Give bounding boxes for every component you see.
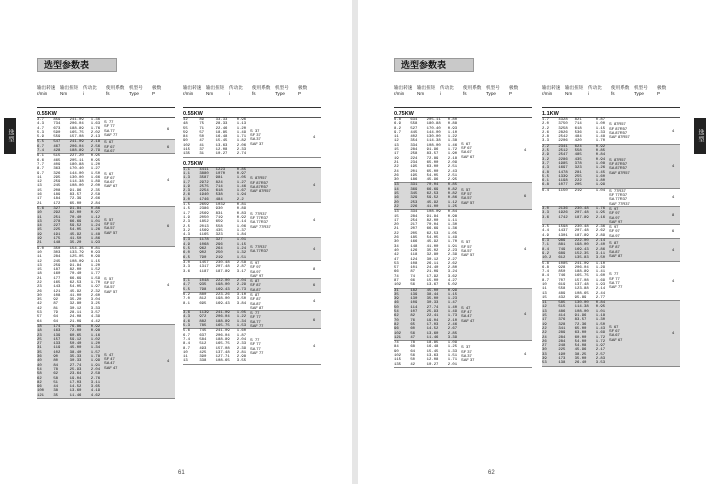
model-type: S 57 SF 57 SA 57 SAF 57 — [461, 186, 475, 205]
column-header-cell: 极数 P — [152, 85, 162, 96]
row-values: 2.2 2341 624 0.92 2.5 2512 558 0.85 2.9 2547 485 0.84 3.2 2286 435 0.94 3.7 1985 378 1.08 4.3 1697 323 1.26 4.8 1478 281 1.45 5.5 1339 255 1.60 6.1 1198 222 1.80 6.8 1077 205 1.99 — [542, 144, 606, 188]
pole-count: 6 — [167, 223, 170, 229]
row-values: 31 182 45.00 0.99 35 139 38.44 1.15 39 130 35.00 1.23 46 109 30.33 1.47 50 114 27.74 1.40 54 107 25.93 1.49 62 82 22.41 1.73 70 76 19.04 2.10 82 65 17.03 2.46 96 60 14.52 2.67 102 56 13.60 2.85 121 47 11.46 3.39 — [394, 288, 458, 340]
pole-count: 6 — [524, 193, 527, 199]
pole-count: 4 — [167, 358, 170, 364]
column-header-cell: 极数 P — [657, 85, 667, 96]
pole-count: 4 — [167, 282, 170, 288]
table-row-group — [394, 210, 532, 288]
model-type: S 87 SF 87 SA 87 SAF 87 — [609, 240, 623, 259]
column-header-cell: 使用系数 fs — [252, 85, 271, 96]
power-section — [183, 111, 321, 158]
model-type: S 87R57 SF 87R57 SA 87R57 SAF 87R57 — [609, 121, 630, 140]
column-header-cell: 使用系数 fs — [611, 85, 630, 96]
pole-count: 4 — [672, 277, 675, 283]
row-values: 13 334 108.09 0.84 15 284 91.84 0.98 17 254 82.00 1.11 20 217 70.04 1.30 21 207 66.69 1.36 22 205 62.53 1.05 26 185 54.05 1.49 30 166 45.92 1.70 34 148 41.00 1.91 40 126 35.02 2.23 42 118 32.80 2.39 47 124 30.12 2.27 53 108 26.11 2.62 57 101 24.40 2.80 66 87 21.09 3.24 74 74 17.92 3.62 87 66 15.00 4.27 102 56 13.67 5.02 — [394, 210, 458, 288]
row-values: 5.8 1085 241.09 1.10 6.8 928 206.04 1.29 7.4 850 188.89 1.41 8.4 746 165.75 1.60 8.7 707 157.08 1.69 10 619 137.48 1.93 11 558 123.88 2.14 13 489 108.65 2.44 15 432 95.89 2.77 — [542, 261, 606, 300]
model-type: S 37 SF 37 SA 37 SAF 37 — [250, 127, 264, 146]
table-column — [394, 82, 532, 368]
model-type: S 77R37 SF 77R37 SA 77R37 SAF 77R37 — [250, 210, 271, 229]
model-type: S 47 SF 47 SA 47 SAF 47 — [461, 304, 475, 323]
column-header — [542, 82, 680, 108]
pole-count: 6 — [167, 125, 170, 131]
model-type: S 67 SF 67 SA 67 — [104, 139, 115, 154]
row-values: 3.0 2136 230.48 1.76 3.3 1926 207.48 1.95 3.6 1742 187.89 2.16 — [542, 206, 606, 220]
row-values: 1.1 4411 1223 0.85 1.1 3880 1070 0.97 1.3 3587 981 1.05 1.7 2972 824 1.27 1.9 2575 714 1.46 2.3 2254 618 1.67 2.6 1940 538 1.94 3.0 1746 484 2.2 — [183, 167, 247, 202]
row-values: 5.5 547 241.09 2.18 6.7 467 206.04 2.56 7.4 428 188.89 2.79 — [37, 140, 101, 154]
table-row-group — [542, 239, 680, 261]
page-number: 61 — [178, 470, 185, 476]
table-row-group — [37, 325, 175, 399]
pole-count: 4 — [524, 245, 527, 251]
model-type: S 67 SF 67 SA 67 SAF 67 — [609, 323, 623, 342]
row-values: 1.7 4328 821 0.87 2.0 3750 714 1.00 2.2 3258 618 1.15 2.6 2826 536 1.33 2.8 2542 484 1.48 3.3 2206 420 1.70 — [542, 118, 606, 144]
pole-count: 4 — [524, 350, 527, 356]
table-row-group — [183, 329, 321, 364]
column-header-cell: 输出转速 r/min — [394, 85, 413, 96]
column-header-cell: 输出转速 r/min — [183, 85, 202, 96]
left-page — [0, 0, 352, 484]
column-header — [183, 82, 321, 108]
pole-count: 4 — [313, 181, 316, 187]
row-values: 42 89 33.33 0.96 48 75 28.33 1.13 55 71 22.46 1.20 59 57 18.85 1.49 84 50 16.48 1.71 90 47 15.45 1.82 102 41 13.63 2.06 115 37 12.08 2.33 135 31 10.27 2.74 — [183, 118, 247, 157]
row-values: 6.8 634 205.11 0.80 6.9 558 180.88 0.88 8.2 527 170.40 0.93 9.7 445 144.00 1.10 11 402 130.00 1.22 12 354 114.38 1.38 13 334 108.00 1.46 15 284 91.96 1.72 17 258 83.57 1.90 19 224 72.89 2.18 21 234 65.00 2.09 22 195 63.00 2.51 24 201 65.00 2.43 26 195 54.05 2.51 30 186 45.96 2.95 — [394, 118, 458, 183]
pole-count: 4 — [672, 163, 675, 169]
model-type: S 87R57 SF 87R57 SA 87R57 SAF 87R57 — [609, 156, 630, 175]
power-section — [394, 111, 532, 368]
table-row-group — [183, 118, 321, 158]
table-row-group — [37, 247, 175, 325]
table-row-group — [542, 145, 680, 189]
table-row-group — [542, 118, 680, 145]
section-title: 0.75KW — [394, 111, 532, 118]
row-values: 6.1 515 227.20 0.95 6.6 465 205.11 0.95 7.7 409 180.88 1.20 8.7 363 170.40 1.27 9.7 326 144.00 1.50 11 295 130.00 1.66 12 259 114.38 1.89 13 245 108.00 2.00 15 208 91.96 2.35 16 189 83.57 2.58 17 184 72.39 2.66 21 172 65.00 2.84 — [37, 154, 101, 206]
column-header — [37, 82, 175, 108]
section-title: 0.55KW — [37, 111, 175, 118]
pole-count: 6 — [313, 316, 316, 322]
table-row-group — [542, 225, 680, 239]
pole-count: 4 — [313, 217, 316, 223]
model-type: S 87R57 SF 87R57 SA 87R57 SAF 87R57 — [250, 175, 271, 194]
table-row-group — [183, 168, 321, 203]
model-type: S 77 SF 77 SA 77 SAF 77 — [104, 119, 118, 138]
row-values: 11 585 130.00 0.84 12 515 114.38 0.95 13 486 108.00 1.01 15 414 91.96 1.18 17 376 83.57 1.30 19 328 72.36 1.50 22 341 65.00 1.43 22 289 63.00 1.69 24 284 60.00 1.72 26 284 54.00 1.72 27 248 54.08 1.97 30 225 45.96 2.17 33 190 38.25 2.57 39 173 35.00 2.83 53 138 26.40 3.53 — [542, 301, 606, 366]
pole-count: 8 — [313, 266, 316, 272]
column-header-cell: 机型号 Type — [634, 85, 648, 96]
column-header-cell: 输出扭矩 Nm — [565, 85, 584, 96]
row-values: 6.4 1150 219 1.04 — [542, 188, 606, 193]
column-header-cell: 极数 P — [298, 85, 308, 96]
column-header-cell: 使用系数 fs — [106, 85, 125, 96]
table-row-group — [183, 261, 321, 279]
table-row-group — [183, 203, 321, 238]
pole-count: 6 — [313, 282, 316, 288]
pole-count: 4 — [524, 311, 527, 317]
row-values: 4.1 1048 222.00 2.04 4.7 935 198.00 2.29 5.5 798 169.43 2.73 — [183, 279, 247, 292]
model-type: S 77R37 SF 77R37 SA 77R37 SAF 77R37 — [609, 187, 630, 206]
pole-count: 4 — [313, 298, 316, 304]
model-type: S 97 SF 97 SA 97 SAF 97 — [609, 205, 623, 224]
row-values: 6.2 880 223.26 3.10 7.0 812 198.00 3.50 8.1 695 169.43 3.84 — [183, 292, 247, 306]
table-row-group — [542, 301, 680, 366]
right-page — [358, 0, 710, 484]
model-type: S 77 SF 77 SA 77 SAF 77 — [250, 336, 264, 355]
column-header-cell: 传动比 i — [440, 85, 454, 96]
row-values: 3.5 1598 230.48 2.36 4.4 1437 207.48 2.62 4.9 1301 187.89 2.89 — [542, 225, 606, 238]
table-row-group — [37, 154, 175, 207]
row-values: 3.7 859 241.09 1.36 4.3 734 206.04 1.63 4.7 673 188.89 1.76 5.3 590 165.75 2.02 5.9 559 157.08 2.13 — [37, 118, 101, 140]
power-section — [183, 161, 321, 365]
column-header-cell: 机型号 Type — [486, 85, 500, 96]
column-header-cell: 传动比 i — [83, 85, 97, 96]
model-type: S 67 SF 67 SA 67 SAF 67 — [461, 140, 475, 159]
pole-count: 4 — [524, 147, 527, 153]
column-header-cell: 使用系数 fs — [463, 85, 482, 96]
pole-count: 4 — [672, 246, 675, 252]
row-values: 4.3 1178 327 1.01 4.9 1068 296 1.15 5.5 962 264 1.24 6.0 902 250 1.32 6.5 790 219 1.51 — [183, 238, 247, 260]
column-header-cell: 极数 P — [509, 85, 519, 96]
power-section — [542, 111, 680, 367]
section-title: 1.1KW — [542, 111, 680, 118]
model-type: S 97 SF 97 SA 97 — [609, 224, 620, 238]
column-header-cell: 机型号 Type — [275, 85, 289, 96]
section-title: 0.75KW — [183, 161, 321, 168]
table-column — [37, 82, 175, 399]
table-row-group — [37, 140, 175, 154]
section-title: 0.55KW — [183, 111, 321, 118]
model-type: S 97 SF 97 SA 97 SAF 97 — [250, 259, 264, 278]
row-values: 18 174 76.86 0.92 18 163 72.00 0.98 23 139 60.65 1.16 25 157 59.12 1.02 27 133 50.40 1.20 31 119 45.00 1.34 35 102 38.40 1.57 36 90 35.33 1.78 40 80 30.33 1.99 40 84 27.74 1.91 54 78 25.93 2.04 58 62 23.64 2.58 62 58 19.04 2.76 82 51 17.03 3.11 96 44 14.52 3.65 100 38 13.60 4.19 121 35 11.46 4.62 — [37, 324, 101, 398]
pole-count: 6 — [167, 143, 170, 149]
pole-count: 6 — [672, 228, 675, 234]
page-number: 62 — [488, 470, 495, 476]
pole-count: 4 — [313, 246, 316, 252]
table-row-group — [394, 341, 532, 368]
model-type: S 57 SF 57 SA 57 SAF 57 — [104, 216, 118, 235]
column-header-cell: 传动比 i — [588, 85, 602, 96]
side-tab: 选型 — [4, 118, 16, 154]
table-row-group — [394, 183, 532, 210]
column-header-cell: 输出扭矩 Nm — [417, 85, 436, 96]
model-type: S 57 SF 57 SA 57 SAF 57 — [461, 239, 475, 258]
page-title: 选型参数表 — [37, 58, 117, 72]
pole-count: 4 — [672, 194, 675, 200]
model-type: S 67 SF 67 SA 67 SAF 67 — [104, 170, 118, 189]
column-header-cell: 传动比 i — [229, 85, 243, 96]
model-type: S 87 SF 87 SA 87 SAF 87 — [250, 291, 264, 310]
pole-count: 4 — [167, 177, 170, 182]
column-header-cell: 输出转速 r/min — [542, 85, 561, 96]
row-values: 74 78 18.85 1.09 84 68 16.48 1.25 90 64 15.45 1.33 102 56 13.63 1.51 115 50 12.08 1.71 135 42 10.27 2.01 — [394, 341, 458, 367]
column-header-cell: 输出转速 r/min — [37, 85, 56, 96]
row-values: 9.0 350 154.35 0.81 10 303 133.79 0.93 11 284 125.05 0.99 12 245 108.09 1.15 13 259 91.84 1.20 15 187 82.00 1.52 18 160 70.40 1.77 21 177 66.69 1.59 22 165 62.53 1.70 23 143 54.05 1.97 26 121 45.92 2.32 30 108 41.00 2.60 35 92 35.20 3.04 42 87 32.80 3.25 42 81 30.12 3.33 53 79 28.11 3.57 57 64 24.08 4.39 64 64 21.09 4.42 — [37, 246, 101, 324]
column-header — [394, 82, 532, 108]
pole-count: 4 — [313, 134, 316, 140]
row-values: 3.6 1139 241.09 1.05 4.3 972 206.04 1.22 4.6 882 188.89 1.34 5.3 785 165.75 1.53 — [183, 311, 247, 329]
row-values: 1.5 2659 1032 0.81 1.5 2386 930 0.89 1.7 2569 831 0.83 1.9 2050 719 0.92 2.3 1852 659 1.14 2.5 2013 558 1.06 3.2 1569 435 1.37 4.3 1165 323 1.84 — [183, 203, 247, 238]
pole-count: 4 — [313, 343, 316, 349]
table-row-group — [394, 118, 532, 183]
table-row-group — [542, 189, 680, 207]
row-values: 6.3 989 222.00 2.14 7.1 881 198.00 2.40 8.4 749 169.43 2.86 9.2 689 152.35 3.11 10.2 612 135.83 3.50 — [542, 239, 606, 261]
column-header-cell: 输出扭矩 Nm — [206, 85, 225, 96]
table-row-group — [37, 207, 175, 247]
table-row-group — [37, 118, 175, 140]
page-title: 选型参数表 — [394, 58, 474, 72]
table-row-group — [394, 289, 532, 342]
power-section — [37, 111, 175, 399]
column-header-cell: 输出扭矩 Nm — [60, 85, 79, 96]
model-type: S 77 SF 77 SA 77 SAF 77 — [609, 271, 623, 290]
table-row-group — [542, 262, 680, 302]
table-row-group — [183, 238, 321, 260]
table-row-group — [183, 311, 321, 329]
model-type: S 37 SF 37 SA 37 SAF 37 — [461, 344, 475, 363]
model-type: S 47 SF 47 SA 47 SAF 47 — [104, 351, 118, 370]
table-column — [542, 82, 680, 367]
row-values: 5.6 745 241.09 1.60 6.7 637 206.04 1.87 7.4 584 188.89 2.04 8.4 512 165.75 2.33 8.7 493 157.08 2.39 10 425 137.48 2.81 11 390 127.71 2.98 13 338 108.65 3.55 — [183, 329, 247, 364]
row-values: 13 331 70.04 0.85 14 369 66.69 0.82 15 345 62.53 0.82 16 329 59.52 0.86 20 253 45.92 1.12 22 226 41.00 1.25 — [394, 183, 458, 209]
table-column — [183, 82, 321, 365]
table-row-group — [183, 279, 321, 293]
model-type: S 87 SF 87 SA 87 — [250, 278, 261, 292]
row-values: 3.0 1457 230.48 2.58 3.3 1317 207.48 2.87 3.6 1187 187.89 3.17 — [183, 260, 247, 274]
model-type: S 77 SF 77 SA 77 SAF 77 — [250, 310, 264, 329]
row-values: 5.6 327 91.84 0.86 10 292 82.00 0.97 11 251 70.40 1.12 13 278 66.69 1.01 14 227 59.52 1.24 15 225 54.05 1.26 19 191 45.92 1.48 19 175 41.50 1.86 21 148 35.20 1.93 — [37, 206, 101, 246]
table-row-group — [542, 207, 680, 225]
table-row-group — [183, 293, 321, 311]
model-type: S 57 SF 57 SA 57 SAF 57 — [104, 275, 118, 294]
side-tab: 选型 — [694, 118, 706, 154]
pole-count: 4 — [672, 330, 675, 336]
column-header-cell: 机型号 Type — [129, 85, 143, 96]
pole-count: 4 — [672, 127, 675, 133]
model-type: S 77R37 SA 77R37 — [250, 243, 269, 254]
pole-count: 8 — [672, 212, 675, 218]
